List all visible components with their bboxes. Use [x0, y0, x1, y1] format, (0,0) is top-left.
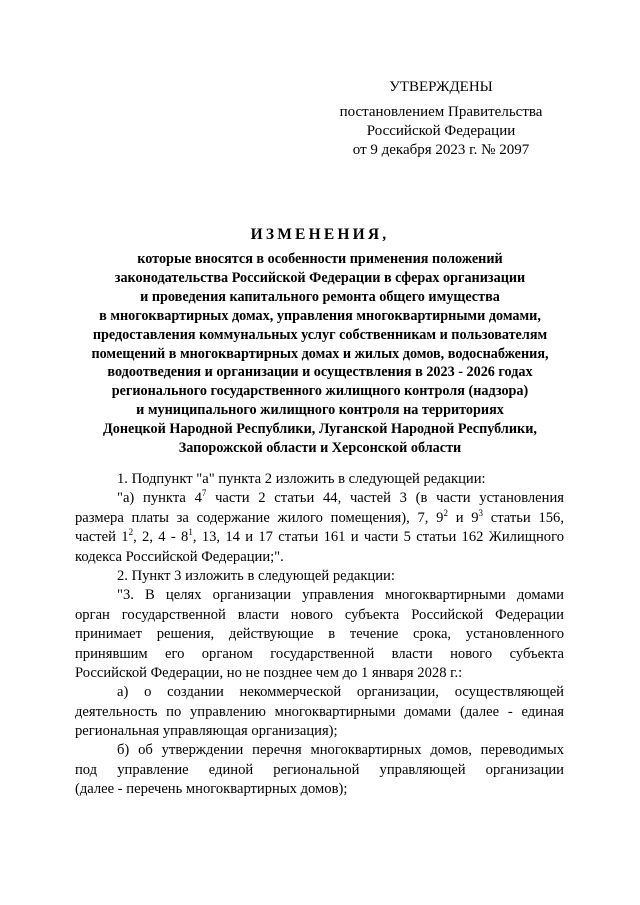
subtitle-line: регионального государственного жилищного контроля (надзора)	[111, 383, 529, 400]
quote-text: и 9	[447, 509, 479, 526]
subitem-b-line: под управление единой региональной управляющей организации	[75, 761, 564, 778]
quote-text: части 2 статьи 44, частей 3 (в части установления	[206, 490, 564, 507]
quote-text: , 13, 14 и 17 статьи 161 и части 5 статьи 162 Жилищного	[192, 529, 565, 546]
superscript: 2	[443, 507, 448, 518]
superscript: 1	[188, 527, 193, 538]
subitem-a-line: а) о создании некоммерческой организации, осуществляющей	[117, 684, 564, 701]
subitem-b-line: (далее - перечень многоквартирных домов);	[75, 781, 348, 798]
document-body	[75, 470, 564, 800]
subtitle-line: Донецкой Народной Республики, Луганской Народной Республики,	[103, 421, 537, 438]
approval-line: Российской Федерации	[366, 123, 516, 139]
document-subtitle	[60, 250, 580, 458]
quote-1-line	[75, 489, 564, 508]
subtitle-line: Запорожской области и Херсонской области	[178, 440, 462, 457]
quote-text: "а) пункта 4	[117, 490, 202, 507]
superscript: 7	[201, 488, 207, 499]
approval-line: от 9 декабря 2023 г. № 2097	[352, 142, 530, 158]
quote-1-line	[75, 528, 564, 547]
quote-text: статьи 156,	[483, 509, 564, 526]
quote-2-line: орган государственной власти нового субъекта Российской Федерации	[75, 606, 564, 623]
quote-2-line: принимает решения, действующие в течение срока, установленного	[75, 626, 564, 643]
subitem-b-line: б) об утверждении перечня многоквартирных домов, переводимых	[117, 742, 564, 759]
subtitle-line: которые вносятся в особенности применения положений	[137, 251, 503, 267]
subtitle-line: предоставления коммунальных услуг собственникам и пользователям	[92, 326, 548, 343]
quote-1-line: кодекса Российской Федерации;".	[75, 548, 284, 565]
quote-text: размера платы за содержание жилого помещения), 7, 9	[75, 509, 444, 526]
approval-line: постановлением Правительства	[339, 104, 543, 120]
approval-heading: УТВЕРЖДЕНЫ	[389, 79, 493, 95]
quote-1-line	[75, 509, 564, 528]
quote-2-line: принявшим его органом государственной власти нового субъекта	[75, 645, 564, 662]
quote-2-line: "3. В целях организации управления многоквартирными домами	[117, 587, 564, 604]
document-title: ИЗМЕНЕНИЯ,	[250, 226, 390, 243]
subtitle-line: и проведения капитального ремонта общего имущества	[140, 288, 500, 305]
subitem-a-line: деятельность по управлению многоквартирными домами (далее - единая	[75, 703, 564, 720]
subtitle-line: законодательства Российской Федерации в сферах организации	[114, 269, 526, 286]
superscript: 3	[478, 507, 484, 518]
approval-block	[330, 78, 552, 160]
paragraph-1: 1. Подпункт "а" пункта 2 изложить в следующей редакции:	[117, 471, 486, 487]
subtitle-line: помещений в многоквартирных домах и жилых домов, водоснабжения,	[91, 345, 549, 362]
paragraph-2: 2. Пункт 3 изложить в следующей редакции:	[117, 567, 395, 584]
subtitle-line: в многоквартирных домах, управления многоквартирными домами,	[99, 307, 541, 324]
quote-text: , 2, 4 - 8	[133, 529, 189, 546]
quote-text: частей 1	[75, 529, 129, 546]
subtitle-line: водоотведения и организации и осуществления в 2023 - 2026 годах	[107, 364, 533, 381]
subtitle-line: и муниципального жилищного контроля на территориях	[136, 402, 504, 419]
quote-2-line: Российской Федерации, но не позднее чем до 1 января 2028 г.:	[75, 664, 463, 681]
superscript: 2	[128, 527, 134, 538]
subitem-a-line: региональная управляющая организация);	[75, 723, 338, 740]
